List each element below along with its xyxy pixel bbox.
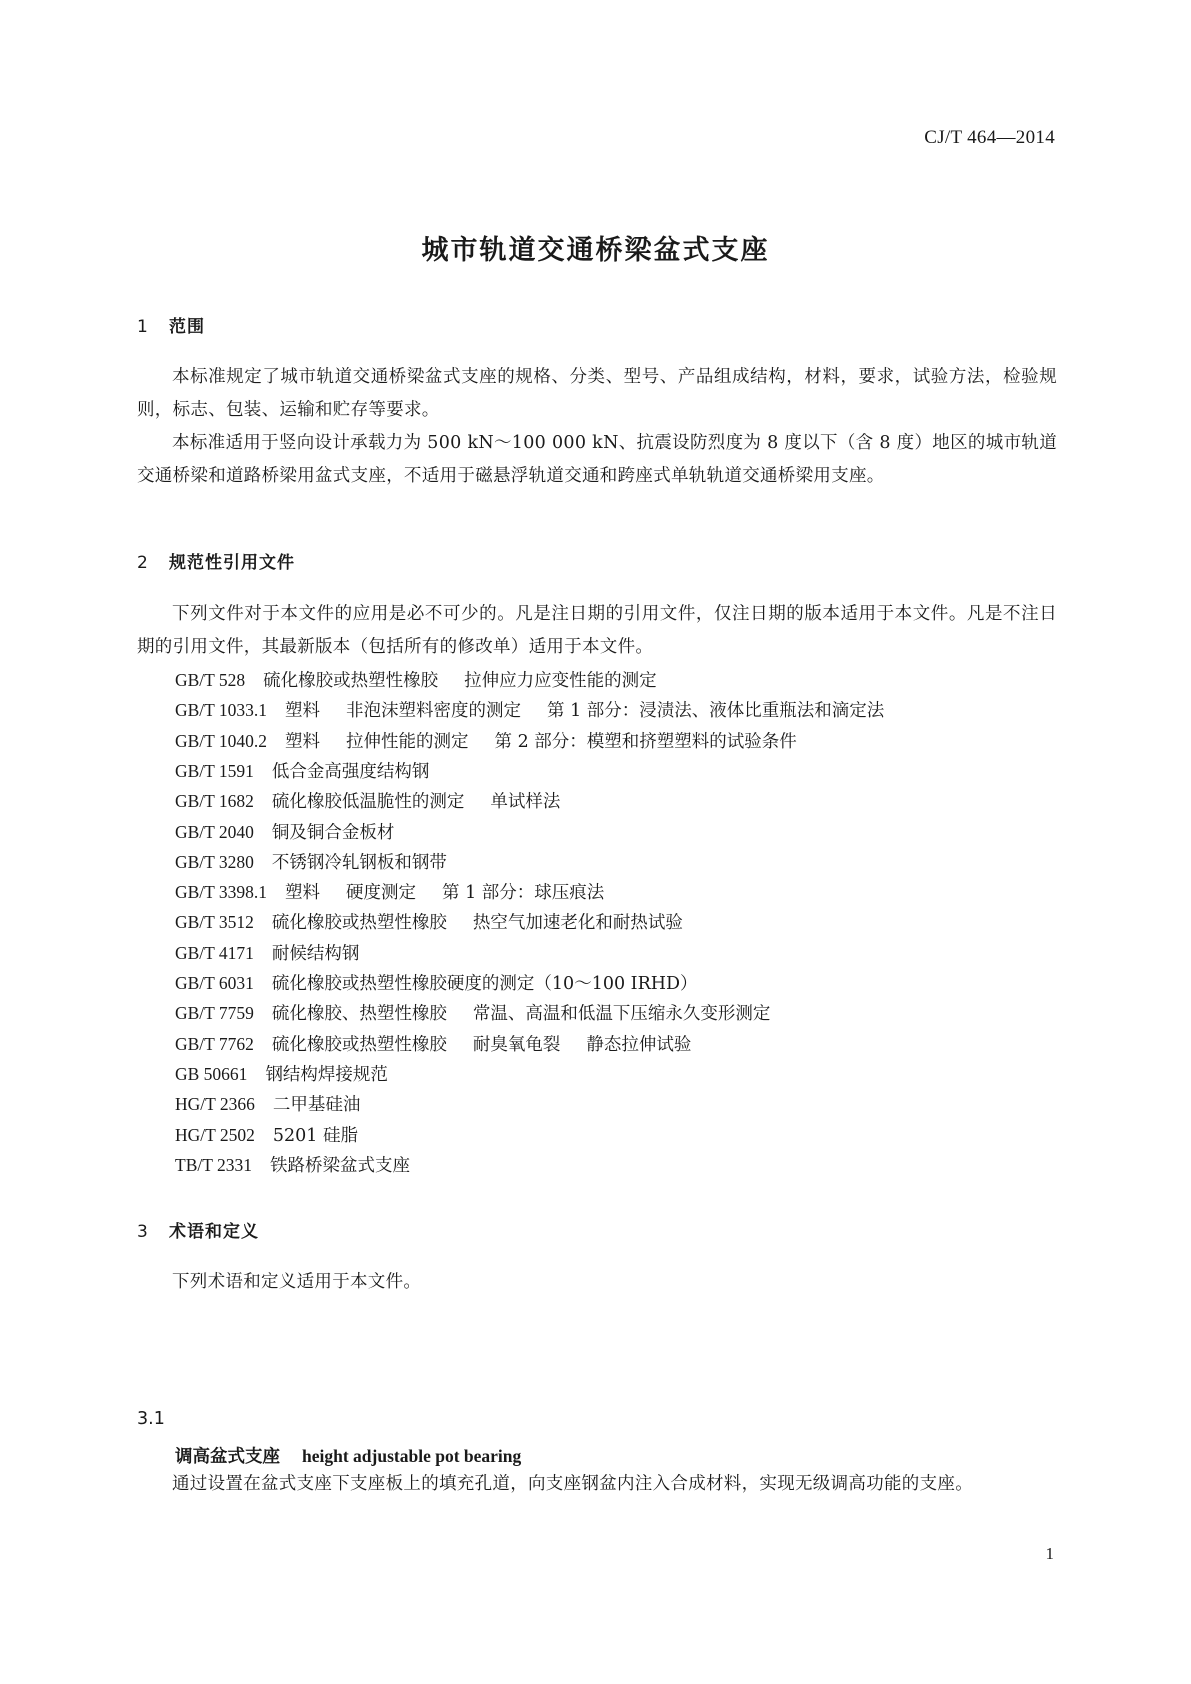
reference-item bbox=[175, 819, 394, 844]
term-english: height adjustable pot bearing bbox=[302, 1446, 522, 1466]
reference-title-part: 第 2 部分：模塑和挤塑塑料的试验条件 bbox=[494, 731, 797, 752]
reference-code: GB/T 1682 bbox=[175, 791, 254, 812]
section-heading-terms bbox=[137, 1217, 259, 1242]
reference-code: GB/T 6031 bbox=[175, 973, 254, 993]
reference-item bbox=[175, 728, 797, 753]
reference-title-part: 非泡沫塑料密度的测定 bbox=[346, 701, 522, 722]
reference-title-part: 拉伸性能的测定 bbox=[346, 731, 469, 752]
section-heading-refs bbox=[137, 548, 295, 573]
term-chinese: 调高盆式支座 bbox=[175, 1447, 280, 1467]
reference-item bbox=[175, 667, 657, 692]
reference-title-part: 硬度测定 bbox=[346, 883, 417, 904]
reference-item bbox=[175, 940, 359, 965]
terms-intro: 下列术语和定义适用于本文件。 bbox=[172, 1272, 422, 1292]
reference-title-part: 5201 硅脂 bbox=[272, 1125, 358, 1146]
reference-item bbox=[175, 909, 683, 934]
reference-code: GB/T 528 bbox=[175, 670, 246, 690]
reference-code: GB/T 1040.2 bbox=[175, 730, 268, 751]
reference-code: HG/T 2502 bbox=[175, 1124, 255, 1145]
reference-title-part: 塑料 bbox=[285, 701, 321, 722]
document-title: 城市轨道交通桥梁盆式支座 bbox=[421, 235, 770, 266]
reference-code: HG/T 2366 bbox=[175, 1094, 255, 1115]
section-title: 术语和定义 bbox=[169, 1222, 259, 1242]
reference-title-part: 常温、高温和低温下压缩永久变形测定 bbox=[472, 1004, 771, 1025]
section-number: 3 bbox=[137, 1222, 149, 1242]
reference-code: GB/T 3512 bbox=[175, 912, 254, 933]
reference-title-part: 二甲基硅油 bbox=[272, 1095, 361, 1116]
reference-item bbox=[175, 1061, 388, 1086]
reference-title-part: 热空气加速老化和耐热试验 bbox=[472, 913, 683, 934]
reference-code: GB/T 3280 bbox=[175, 851, 254, 872]
reference-title-part: 硫化橡胶或热塑性橡胶硬度的测定（10～100 IRHD） bbox=[271, 974, 698, 994]
scope-paragraph-2: 本标准适用于竖向设计承载力为 500 kN～100 000 kN、抗震设防烈度为 8 度以下（含 8 度）地区的城市轨道交通桥梁和道路桥梁用盆式支座，不适用于磁悬浮轨道交通和跨座式单轨轨道交通桥梁用支座。 bbox=[137, 433, 1057, 486]
reference-title-part: 耐候结构钢 bbox=[271, 943, 360, 964]
reference-title-part: 第 1 部分：球压痕法 bbox=[442, 883, 605, 904]
term-number: 3.1 bbox=[137, 1409, 165, 1429]
section-number: 1 bbox=[137, 317, 149, 337]
section-title: 范围 bbox=[169, 317, 205, 337]
reference-code: GB/T 1591 bbox=[175, 760, 254, 781]
scope-paragraph-1: 本标准规定了城市轨道交通桥梁盆式支座的规格、分类、型号、产品组成结构，材料，要求，试验方法，检验规则，标志、包装、运输和贮存等要求。 bbox=[137, 367, 1057, 420]
reference-item bbox=[175, 1122, 358, 1147]
reference-title-part: 不锈钢冷轧钢板和钢带 bbox=[271, 852, 447, 873]
reference-item bbox=[175, 1000, 770, 1025]
page-number: 1 bbox=[1045, 1544, 1054, 1563]
term-definition: 通过设置在盆式支座下支座板上的填充孔道，向支座钢盆内注入合成材料，实现无级调高功能的支座。 bbox=[172, 1474, 973, 1494]
reference-code: GB/T 7762 bbox=[175, 1033, 254, 1054]
reference-item bbox=[175, 788, 560, 813]
reference-item bbox=[175, 879, 604, 904]
standard-code: CJ/T 464—2014 bbox=[924, 127, 1055, 148]
reference-title-part: 塑料 bbox=[285, 883, 321, 904]
reference-title-part: 硫化橡胶、热塑性橡胶 bbox=[271, 1004, 447, 1025]
reference-title-part: 塑料 bbox=[285, 731, 321, 752]
reference-item bbox=[175, 1091, 360, 1116]
reference-title-part: 铜及铜合金板材 bbox=[271, 822, 395, 843]
reference-code: GB/T 2040 bbox=[175, 821, 254, 842]
reference-item bbox=[175, 849, 447, 874]
reference-title-part: 拉伸应力应变性能的测定 bbox=[464, 671, 657, 691]
reference-code: GB/T 4171 bbox=[175, 942, 254, 963]
refs-intro: 下列文件对于本文件的应用是必不可少的。凡是注日期的引用文件，仅注日期的版本适用于本文件。凡是不注日期的引用文件，其最新版本（包括所有的修改单）适用于本文件。 bbox=[137, 604, 1057, 657]
reference-item bbox=[175, 1152, 410, 1177]
reference-title-part: 硫化橡胶或热塑性橡胶 bbox=[271, 913, 447, 934]
reference-item bbox=[175, 697, 884, 722]
reference-title-part: 硫化橡胶或热塑性橡胶 bbox=[271, 1034, 447, 1055]
reference-title-part: 硫化橡胶低温脆性的测定 bbox=[271, 792, 465, 813]
reference-item bbox=[175, 758, 429, 783]
section-title: 规范性引用文件 bbox=[169, 553, 295, 573]
reference-item bbox=[175, 1031, 691, 1056]
reference-title-part: 硫化橡胶或热塑性橡胶 bbox=[263, 671, 439, 691]
reference-code: GB/T 1033.1 bbox=[175, 700, 268, 721]
reference-code: GB/T 7759 bbox=[175, 1003, 254, 1024]
reference-item bbox=[175, 970, 698, 995]
reference-code: GB/T 3398.1 bbox=[175, 882, 268, 903]
section-heading-scope bbox=[137, 312, 205, 337]
reference-title-part: 钢结构焊接规范 bbox=[265, 1064, 388, 1085]
reference-title-part: 静态拉伸试验 bbox=[586, 1034, 692, 1055]
reference-code: TB/T 2331 bbox=[175, 1154, 252, 1175]
reference-code: GB 50661 bbox=[175, 1063, 248, 1084]
term-heading bbox=[175, 1443, 521, 1468]
reference-title-part: 低合金高强度结构钢 bbox=[271, 761, 430, 782]
section-number: 2 bbox=[137, 553, 149, 573]
reference-title-part: 铁路桥梁盆式支座 bbox=[269, 1155, 410, 1176]
reference-title-part: 单试样法 bbox=[490, 792, 561, 813]
reference-title-part: 第 1 部分：浸渍法、液体比重瓶法和滴定法 bbox=[547, 701, 885, 722]
reference-title-part: 耐臭氧龟裂 bbox=[472, 1034, 561, 1055]
